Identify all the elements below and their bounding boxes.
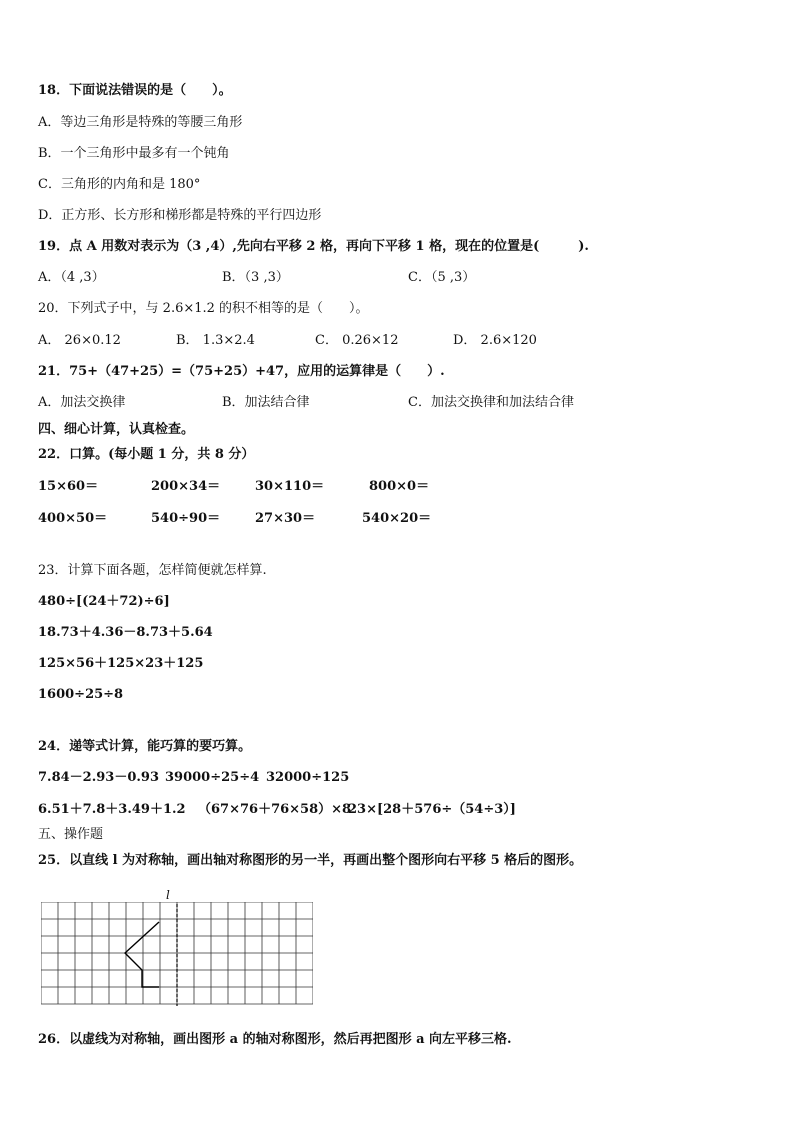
half-shape [125, 922, 159, 987]
q18-option-b: B．一个三角形中最多有一个钝角 [38, 146, 230, 161]
q19-stem: 19．点 A 用数对表示为（3 ,4）,先向右平移 2 格，再向下平移 1 格，现在的位置是( ). [38, 239, 589, 254]
q23-item-3: 125×56＋125×23＋125 [38, 656, 204, 671]
q18-option-a: A．等边三角形是特殊的等腰三角形 [38, 115, 243, 130]
q22-item-3: 30×110＝ [255, 479, 325, 494]
q24-item-3: 32000÷125 [266, 770, 350, 785]
q18-stem: 18．下面说法错误的是（ ）。 [38, 83, 232, 98]
q25-stem: 25．以直线 l 为对称轴，画出轴对称图形的另一半，再画出整个图形向右平移 5 格后的图形。 [38, 853, 583, 868]
q19-option-a: A．（4 ,3） [38, 270, 105, 285]
q18-option-d: D．正方形、长方形和梯形都是特殊的平行四边形 [38, 208, 322, 223]
q21-option-b: B．加法结合律 [222, 395, 310, 410]
q19-option-b: B．（3 ,3） [222, 270, 289, 285]
section-4-heading: 四、细心计算，认真检查。 [38, 422, 195, 437]
q24-item-2: 39000÷25÷4 [165, 770, 260, 785]
q22-item-4: 800×0＝ [369, 479, 430, 494]
q26-stem: 26．以虚线为对称轴，画出图形 a 的轴对称图形，然后再把图形 a 向左平移三格. [38, 1032, 512, 1047]
q20-stem: 20．下列式子中，与 2.6×1.2 的积不相等的是（ ）。 [38, 301, 369, 316]
q22-item-1: 15×60＝ [38, 479, 99, 494]
q23-item-4: 1600÷25÷8 [38, 687, 124, 702]
q20-option-a: A． 26×0.12 [38, 333, 121, 348]
q21-stem: 21．75+（47+25）=（75+25）+47，应用的运算律是（ ）. [38, 364, 445, 379]
q20-option-d: D． 2.6×120 [453, 333, 537, 348]
grid-diagram [41, 902, 313, 1006]
q22-item-8: 540×20＝ [362, 511, 432, 526]
q22-item-7: 27×30＝ [255, 511, 316, 526]
section-5-heading: 五、操作题 [38, 827, 104, 842]
q24-stem: 24．递等式计算，能巧算的要巧算。 [38, 739, 252, 754]
q18-option-c: C．三角形的内角和是 180° [38, 177, 201, 192]
q19-option-c: C．（5 ,3） [408, 270, 476, 285]
q21-option-c: C．加法交换律和加法结合律 [408, 395, 574, 410]
q22-item-6: 540÷90＝ [151, 511, 221, 526]
q22-item-5: 400×50＝ [38, 511, 108, 526]
q24-item-6: 23×[28＋576÷（54÷3）] [348, 802, 516, 817]
q23-stem: 23．计算下面各题，怎样简便就怎样算. [38, 563, 267, 578]
q23-item-1: 480÷[(24＋72)÷6] [38, 594, 170, 609]
q22-stem: 22．口算。(每小题 1 分，共 8 分） [38, 447, 255, 462]
q24-item-1: 7.84－2.93－0.93 [38, 770, 159, 785]
q24-item-5: （67×76＋76×58）×8 [198, 802, 352, 817]
q20-option-c: C． 0.26×12 [315, 333, 399, 348]
q25-grid-figure [41, 902, 313, 1010]
q23-item-2: 18.73＋4.36－8.73＋5.64 [38, 625, 213, 640]
q21-option-a: A．加法交换律 [38, 395, 126, 410]
q22-item-2: 200×34＝ [151, 479, 221, 494]
q20-option-b: B． 1.3×2.4 [176, 333, 255, 348]
q24-item-4: 6.51＋7.8＋3.49＋1.2 [38, 802, 186, 817]
axis-label-l: l [166, 888, 170, 902]
